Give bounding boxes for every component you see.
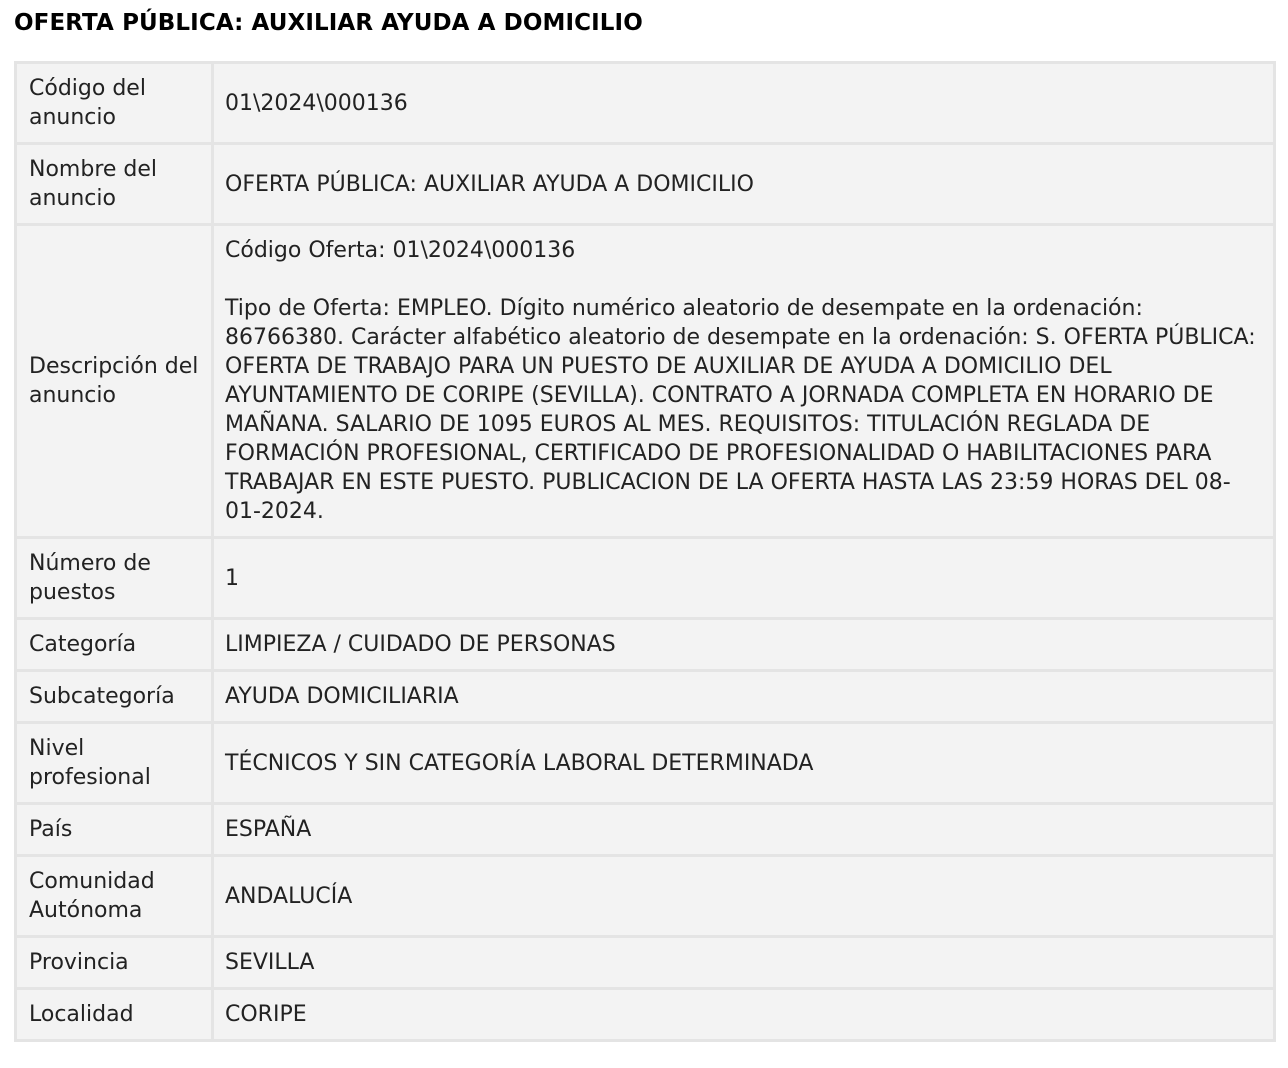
row-value: CORIPE: [214, 990, 1273, 1039]
description-body: Tipo de Oferta: EMPLEO. Dígito numérico aleatorio de desempate en la ordenación: 86766380. Carácter alfabético aleatorio de desempate en la ordenación: S. OFERTA PÚBLICA: OFERTA DE TRABAJO PARA UN PUESTO DE AUXILIAR DE AYUDA A DOMICILIO DEL AYUNTAMIENTO DE CORIPE (SEVILLA). CONTRATO A JORNADA COMPLETA EN HORARIO DE MAÑANA. SALARIO DE 1095 EUROS AL MES. REQUISITOS: TITULACIÓN REGLADA DE FORMACIÓN PROFESIONAL, CERTIFICADO DE PROFESIONALIDAD O HABILITACIONES PARA TRABAJAR EN ESTE PUESTO. PUBLICACION DE LA OFERTA HASTA LAS 23:59 HORAS DEL 08-01-2024.: [225, 296, 1256, 524]
row-value: ESPAÑA: [214, 805, 1273, 854]
description-offer-code: Código Oferta: 01\2024\000136: [225, 238, 576, 263]
row-label: Nombre del anuncio: [17, 145, 211, 223]
row-label: Número de puestos: [17, 539, 211, 617]
offer-details-table: [14, 61, 1276, 1042]
page-title: OFERTA PÚBLICA: AUXILIAR AYUDA A DOMICILIO: [14, 10, 643, 36]
row-nivel-profesional: [17, 724, 1273, 802]
row-pais: [17, 805, 1273, 854]
row-value-description: [214, 226, 1273, 536]
row-value: TÉCNICOS Y SIN CATEGORÍA LABORAL DETERMINADA: [214, 724, 1273, 802]
row-label: País: [17, 805, 211, 854]
row-categoria: [17, 620, 1273, 669]
row-value: 1: [214, 539, 1273, 617]
row-value: LIMPIEZA / CUIDADO DE PERSONAS: [214, 620, 1273, 669]
row-subcategoria: [17, 672, 1273, 721]
row-numero-puestos: [17, 539, 1273, 617]
row-value: SEVILLA: [214, 938, 1273, 987]
row-comunidad-autonoma: [17, 857, 1273, 935]
row-value: ANDALUCÍA: [214, 857, 1273, 935]
row-label: Categoría: [17, 620, 211, 669]
row-label: Nivel profesional: [17, 724, 211, 802]
row-descripcion-anuncio: [17, 226, 1273, 536]
row-provincia: [17, 938, 1273, 987]
row-label: Provincia: [17, 938, 211, 987]
row-localidad: [17, 990, 1273, 1039]
row-value: 01\2024\000136: [214, 64, 1273, 142]
row-value: OFERTA PÚBLICA: AUXILIAR AYUDA A DOMICILIO: [214, 145, 1273, 223]
row-label: Código del anuncio: [17, 64, 211, 142]
row-label: Subcategoría: [17, 672, 211, 721]
row-label: Localidad: [17, 990, 211, 1039]
row-codigo-anuncio: [17, 64, 1273, 142]
row-label: Comunidad Autónoma: [17, 857, 211, 935]
row-nombre-anuncio: [17, 145, 1273, 223]
row-label: Descripción del anuncio: [17, 226, 211, 536]
row-value: AYUDA DOMICILIARIA: [214, 672, 1273, 721]
